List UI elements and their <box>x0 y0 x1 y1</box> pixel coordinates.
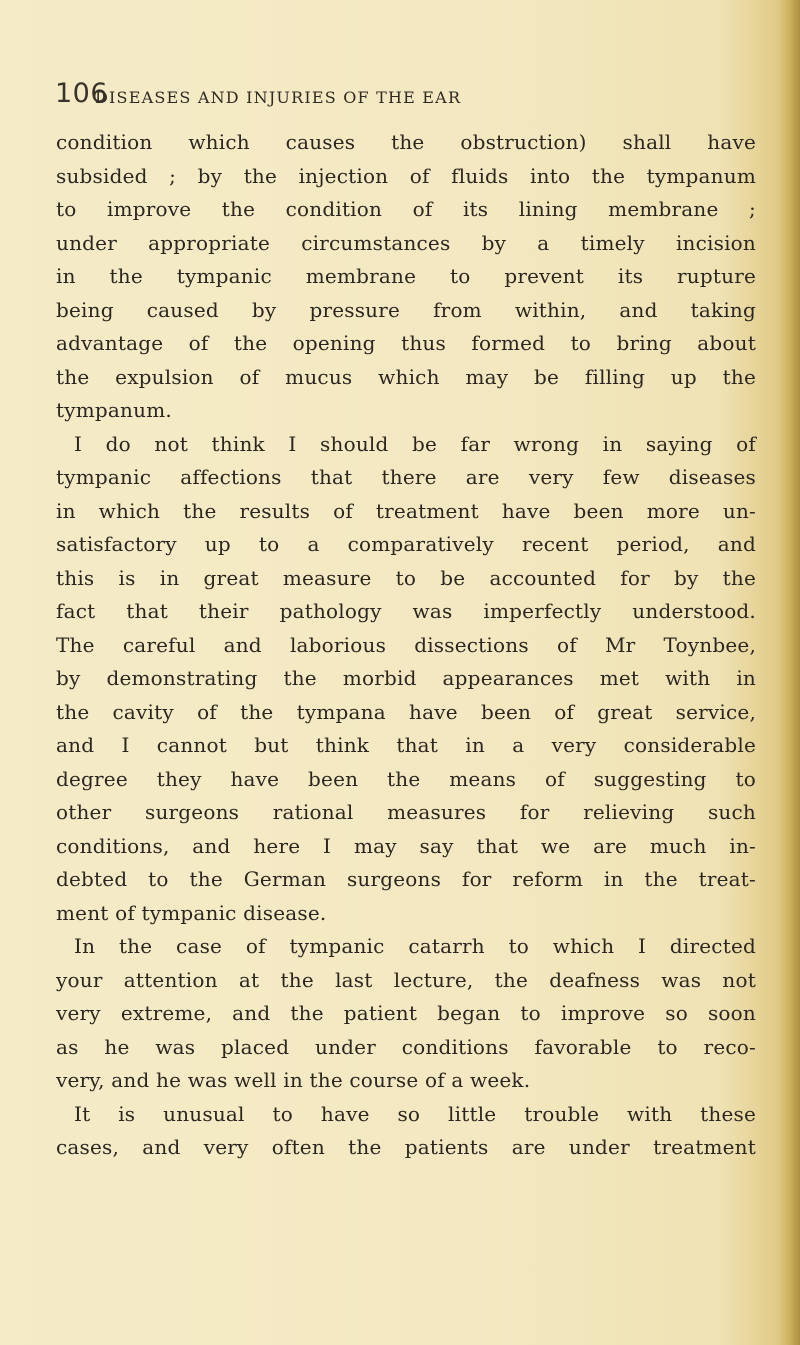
text-line: the expulsion of mucus which may be filling up the <box>56 364 756 389</box>
body-text <box>56 126 756 1165</box>
text-line: in which the results of treatment have been more un- <box>56 498 756 523</box>
text-line: advantage of the opening thus formed to bring about <box>56 331 756 355</box>
text-line: other surgeons rational measures for relieving such <box>56 800 756 824</box>
text-line: your attention at the last lecture, the deafness was not <box>56 967 756 992</box>
page-number: 106 <box>55 78 109 109</box>
text-line: subsided ; by the injection of fluids into the tympanum <box>56 163 756 188</box>
text-line: debted to the German surgeons for reform in the treat- <box>56 867 756 891</box>
text-line: satisfactory up to a comparatively recent period, and <box>56 532 756 556</box>
text-line: the cavity of the tympana have been of great service, <box>56 699 756 724</box>
page-edge-shadow <box>778 0 800 1345</box>
page-header <box>55 78 755 118</box>
text-line: cases, and very often the patients are under treatment <box>56 1135 756 1159</box>
text-line: The careful and laborious dissections of Mr Toynbee, <box>56 632 756 657</box>
text-line: very, and he was well in the course of a week. <box>56 1068 531 1092</box>
text-line: in the tympanic membrane to prevent its rupture <box>56 264 756 288</box>
text-line: In the case of tympanic catarrh to which I directed <box>74 934 756 958</box>
text-line: condition which causes the obstruction) shall have <box>56 130 756 154</box>
text-line: being caused by pressure from within, and taking <box>56 297 756 322</box>
text-line: conditions, and here I may say that we are much in- <box>56 833 756 858</box>
text-line: fact that their pathology was imperfectly understood. <box>56 599 756 623</box>
running-head: DISEASES AND INJURIES OF THE EAR <box>95 88 462 107</box>
text-line: as he was placed under conditions favorable to reco- <box>56 1034 756 1059</box>
text-line: very extreme, and the patient began to improve so soon <box>56 1001 756 1025</box>
text-line: tympanic affections that there are very few diseases <box>56 465 756 489</box>
text-line: It is unusual to have so little trouble with these <box>74 1101 756 1126</box>
text-line: by demonstrating the morbid appearances met with in <box>56 666 756 690</box>
text-line: under appropriate circumstances by a timely incision <box>56 230 756 255</box>
text-line: and I cannot but think that in a very considerable <box>56 733 756 757</box>
text-line: this is in great measure to be accounted for by the <box>56 565 756 590</box>
text-line: ment of tympanic disease. <box>56 900 327 925</box>
text-line: degree they have been the means of suggesting to <box>56 766 756 791</box>
text-line: I do not think I should be far wrong in saying of <box>74 431 756 456</box>
text-line: to improve the condition of its lining membrane ; <box>56 197 756 221</box>
text-line: tympanum. <box>56 398 172 422</box>
